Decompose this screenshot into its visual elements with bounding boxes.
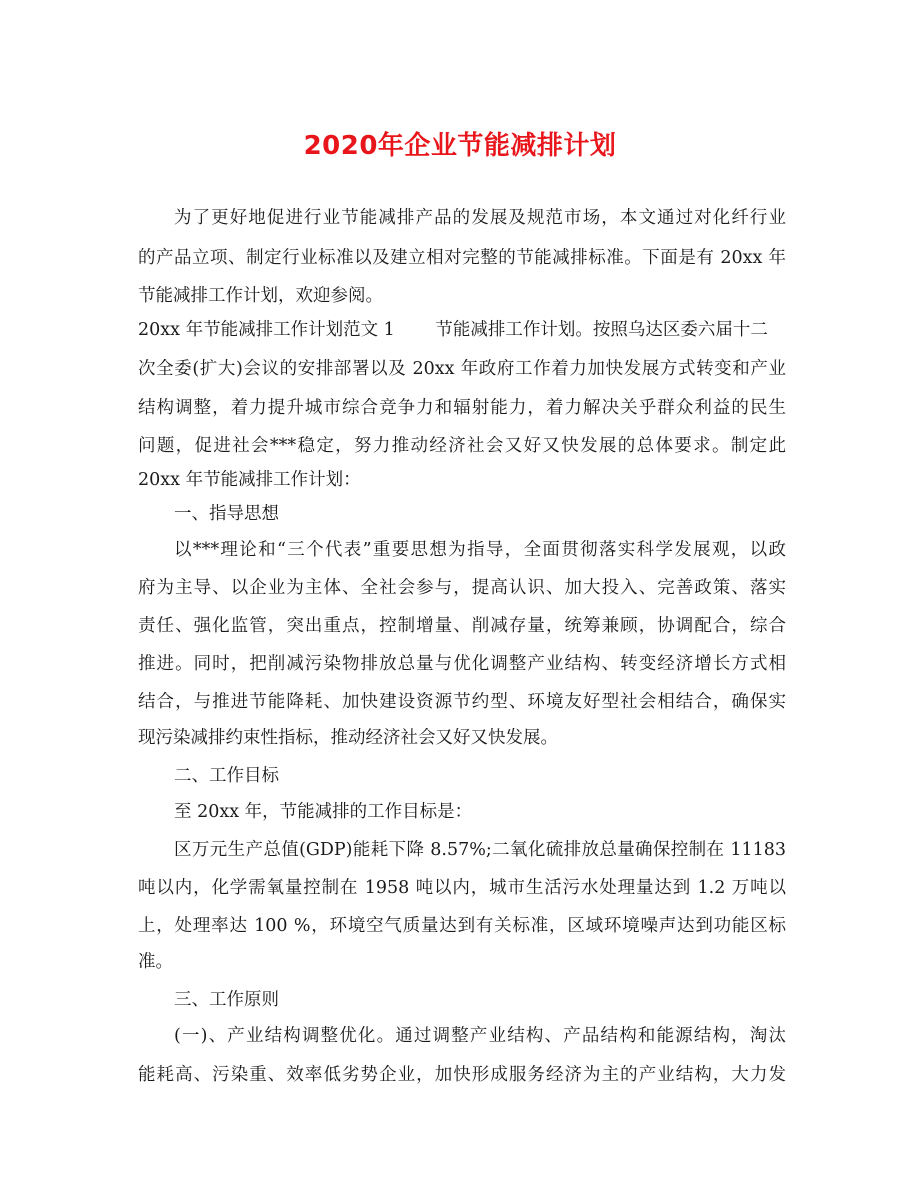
paragraph-line: 能耗高、污染重、效率低劣势企业，加快形成服务经济为主的产业结构，大力发 [138, 1065, 786, 1085]
section-heading: 一、指导思想 [174, 504, 279, 524]
paragraph-line: 推进。同时，把削减污染物排放总量与优化调整产业结构、转变经济增长方式相 [138, 654, 786, 674]
paragraph-line: 节能减排工作计划，欢迎参阅。 [138, 286, 383, 306]
paragraph-line: 府为主导、以企业为主体、全社会参与，提高认识、加大投入、完善政策、落实 [138, 578, 786, 598]
paragraph-line: 区万元生产总值(GDP)能耗下降 8.57%;二氧化硫排放总量确保控制在 11183 [174, 840, 786, 860]
paragraph-line: 以***理论和“三个代表”重要思想为指导，全面贯彻落实科学发展观，以政 [174, 540, 786, 560]
paragraph-line: 20xx 年节能减排工作计划： [138, 470, 361, 490]
paragraph-line: 现污染减排约束性指标，推动经济社会又好又快发展。 [138, 728, 558, 748]
section-heading: 二、工作目标 [174, 766, 279, 786]
paragraph-line: 责任、强化监管，突出重点，控制增量、削减存量，统筹兼顾，协调配合，综合 [138, 616, 786, 636]
paragraph-line: 至 20xx 年，节能减排的工作目标是： [174, 802, 473, 822]
paragraph-line: 结合，与推进节能降耗、加快建设资源节约型、环境友好型社会相结合，确保实 [138, 692, 786, 712]
paragraph-line: 为了更好地促进行业节能减排产品的发展及规范市场，本文通过对化纤行业 [174, 208, 786, 228]
paragraph-line: 吨以内，化学需氧量控制在 1958 吨以内，城市生活污水处理量达到 1.2 万吨以 [138, 878, 786, 898]
paragraph-line: 结构调整，着力提升城市综合竞争力和辐射能力，着力解决关乎群众利益的民生 [138, 398, 786, 418]
paragraph-line: 20xx 年节能减排工作计划范文 1 节能减排工作计划。按照乌达区委六届十二 [138, 320, 768, 340]
paragraph-line: (一)、产业结构调整优化。通过调整产业结构、产品结构和能源结构，淘汰 [174, 1026, 786, 1046]
paragraph-line: 次全委(扩大)会议的安排部署以及 20xx 年政府工作着力加快发展方式转变和产业 [138, 359, 786, 379]
paragraph-line: 准。 [138, 952, 173, 972]
document-title: 2020年企业节能减排计划 [303, 131, 617, 161]
paragraph-line: 的产品立项、制定行业标准以及建立相对完整的节能减排标准。下面是有 20xx 年 [138, 248, 786, 268]
paragraph-line: 问题，促进社会***稳定，努力推动经济社会又好又快发展的总体要求。制定此 [138, 436, 786, 456]
paragraph-line: 上，处理率达 100 %，环境空气质量达到有关标准，区域环境噪声达到功能区标 [138, 916, 786, 936]
section-heading: 三、工作原则 [174, 990, 279, 1010]
